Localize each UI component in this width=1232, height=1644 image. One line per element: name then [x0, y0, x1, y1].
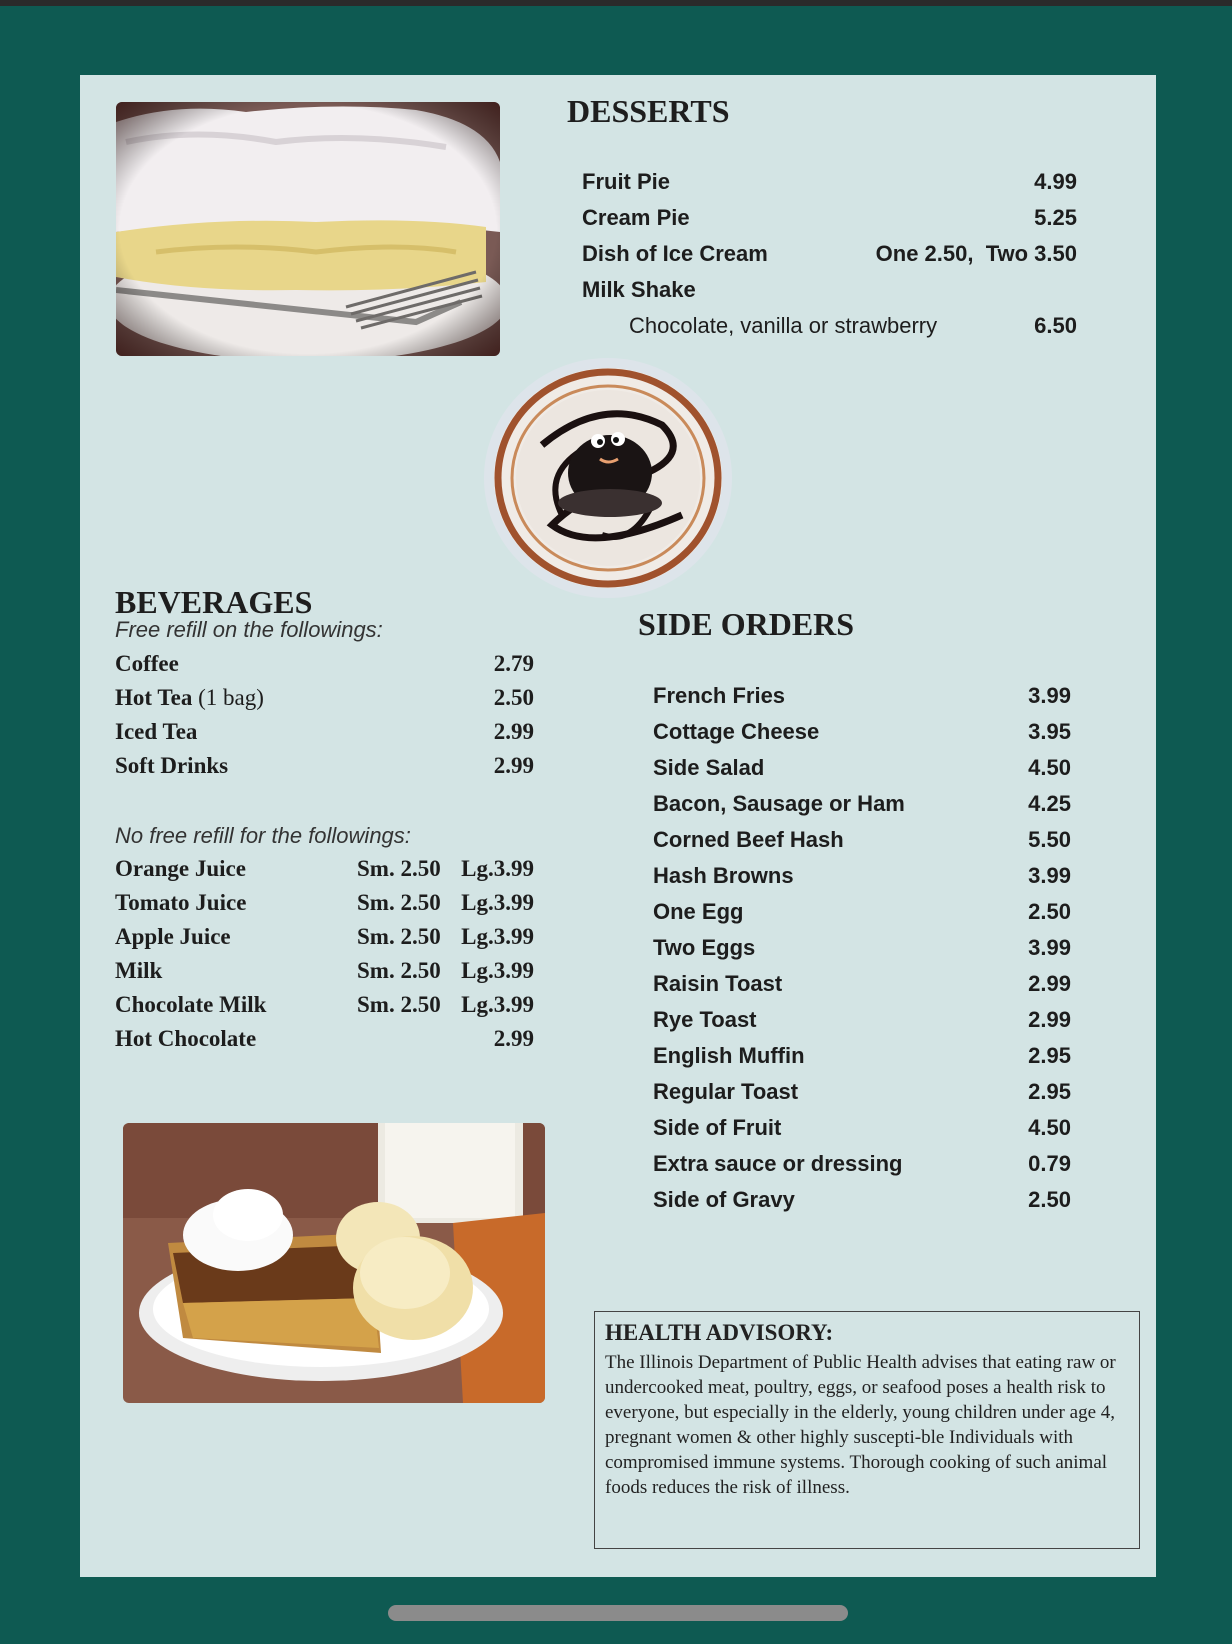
desserts-heading: DESSERTS	[567, 93, 730, 129]
pecan-pie-photo	[123, 1123, 545, 1403]
health-advisory-title: HEALTH ADVISORY:	[605, 1320, 834, 1345]
juice-name: Apple Juice	[115, 924, 231, 949]
side-order-row	[653, 1007, 1071, 1037]
side-order-name: Extra sauce or dressing	[653, 1151, 903, 1176]
dessert-row	[582, 277, 1077, 307]
beverage-name: Soft Drinks	[115, 753, 229, 778]
dessert-name: Milk Shake	[582, 277, 696, 302]
side-order-row	[653, 1043, 1071, 1073]
juice-name: Milk	[115, 958, 163, 983]
top-status-strip	[0, 0, 1232, 6]
dessert-row	[582, 169, 1077, 199]
dessert-name: Fruit Pie	[582, 169, 671, 194]
beverage-name: Iced Tea	[115, 719, 198, 744]
menu-page	[80, 75, 1156, 1577]
side-order-row	[653, 863, 1071, 893]
side-order-price: 4.50	[1028, 755, 1071, 780]
beverage-name: Coffee	[115, 651, 179, 676]
side-order-name: Side of Fruit	[653, 1115, 782, 1140]
beverage-name	[115, 685, 264, 711]
juice-name: Orange Juice	[115, 856, 246, 881]
juice-large-price: Lg.3.99	[461, 958, 534, 983]
milkshake-detail-row	[582, 313, 1077, 343]
beverage-row	[115, 753, 534, 783]
side-order-row	[653, 935, 1071, 965]
health-advisory-box	[594, 1311, 1140, 1549]
side-order-name: Raisin Toast	[653, 971, 783, 996]
milkshake-flavors: Chocolate, vanilla or strawberry	[629, 313, 938, 338]
side-order-price: 0.79	[1028, 1151, 1071, 1176]
cream-pie-photo	[116, 102, 500, 356]
side-order-name: Side of Gravy	[653, 1187, 795, 1212]
side-order-name: Regular Toast	[653, 1079, 799, 1104]
beverages-heading: BEVERAGES	[115, 584, 313, 620]
side-order-row	[653, 1079, 1071, 1109]
side-order-price: 4.50	[1028, 1115, 1071, 1140]
side-order-price: 3.95	[1028, 719, 1071, 744]
beverage-name: Hot Chocolate	[115, 1026, 257, 1051]
side-order-price: 2.50	[1028, 1187, 1071, 1212]
side-order-row	[653, 899, 1071, 929]
juice-small-price: Sm. 2.50	[357, 992, 441, 1017]
side-order-row	[653, 971, 1071, 1001]
side-order-name: French Fries	[653, 683, 786, 708]
side-order-name: English Muffin	[653, 1043, 805, 1068]
side-order-row	[653, 791, 1071, 821]
beverage-price: 2.50	[493, 685, 534, 710]
side-order-price: 3.99	[1028, 935, 1071, 960]
juice-name: Chocolate Milk	[115, 992, 267, 1017]
dessert-name: Dish of Ice Cream	[582, 241, 768, 266]
side-order-name: Two Eggs	[653, 935, 756, 960]
beverage-row	[115, 719, 534, 749]
juice-row	[115, 856, 534, 886]
juice-large-price: Lg.3.99	[461, 856, 534, 881]
side-order-row	[653, 1151, 1071, 1181]
beverage-row	[115, 1026, 534, 1056]
side-order-name: Corned Beef Hash	[653, 827, 844, 852]
health-advisory-text: The Illinois Department of Public Health advises that eating raw or undercooked meat, poultry, eggs, or seafood poses a health risk to everyone, but especially in the elderly, young children under age 4, pregnant women & other highly suscepti-ble Individuals with compromised immune systems. Thorough cooking of such animal foods reduces the risk of illness.	[605, 1352, 1116, 1498]
side-order-name: One Egg	[653, 899, 744, 924]
side-order-price: 5.50	[1028, 827, 1071, 852]
juice-row	[115, 992, 534, 1022]
side-order-row	[653, 1115, 1071, 1145]
side-order-price: 2.95	[1028, 1043, 1071, 1068]
chocolate-dessert-photo	[482, 355, 734, 601]
side-order-row	[653, 683, 1071, 713]
beverage-extra: (1 bag)	[198, 685, 264, 710]
side-order-name: Cottage Cheese	[653, 719, 820, 744]
juice-large-price: Lg.3.99	[461, 992, 534, 1017]
juice-name: Tomato Juice	[115, 890, 247, 915]
juice-small-price: Sm. 2.50	[357, 924, 441, 949]
juice-large-price: Lg.3.99	[461, 890, 534, 915]
dessert-row	[582, 205, 1077, 235]
dessert-price: 5.25	[1034, 205, 1077, 230]
milkshake-price: 6.50	[1034, 313, 1077, 338]
side-order-price: 3.99	[1028, 863, 1071, 888]
juice-small-price: Sm. 2.50	[357, 958, 441, 983]
beverage-price: 2.99	[493, 753, 534, 778]
beverage-price: 2.99	[493, 719, 534, 744]
juice-row	[115, 924, 534, 954]
side-order-price: 2.99	[1028, 1007, 1071, 1032]
side-order-row	[653, 1187, 1071, 1217]
side-order-name: Side Salad	[653, 755, 765, 780]
side-order-price: 4.25	[1028, 791, 1071, 816]
side-order-price: 2.50	[1028, 899, 1071, 924]
side-order-price: 3.99	[1028, 683, 1071, 708]
dessert-price: 4.99	[1034, 169, 1077, 194]
side-order-name: Bacon, Sausage or Ham	[653, 791, 905, 816]
side-order-price: 2.99	[1028, 971, 1071, 996]
beverage-price: 2.99	[493, 1026, 534, 1051]
side-order-name: Hash Browns	[653, 863, 794, 888]
juice-small-price: Sm. 2.50	[357, 856, 441, 881]
juice-large-price: Lg.3.99	[461, 924, 534, 949]
beverage-price: 2.79	[493, 651, 534, 676]
dessert-name: Cream Pie	[582, 205, 690, 230]
beverage-row	[115, 651, 534, 681]
side-order-price: 2.95	[1028, 1079, 1071, 1104]
juice-row	[115, 958, 534, 988]
juice-row	[115, 890, 534, 920]
home-indicator[interactable]	[388, 1605, 848, 1621]
side-order-row	[653, 827, 1071, 857]
side-order-row	[653, 719, 1071, 749]
side-order-row	[653, 755, 1071, 785]
side-orders-heading: SIDE ORDERS	[638, 606, 855, 642]
no-refill-note: No free refill for the followings:	[115, 823, 411, 848]
beverage-row	[115, 685, 534, 715]
side-order-name: Rye Toast	[653, 1007, 757, 1032]
dessert-row	[582, 241, 1077, 271]
dessert-price: One 2.50, Two 3.50	[875, 241, 1077, 266]
free-refill-note: Free refill on the followings:	[115, 617, 383, 642]
beverage-label: Hot Tea	[115, 685, 193, 710]
juice-small-price: Sm. 2.50	[357, 890, 441, 915]
